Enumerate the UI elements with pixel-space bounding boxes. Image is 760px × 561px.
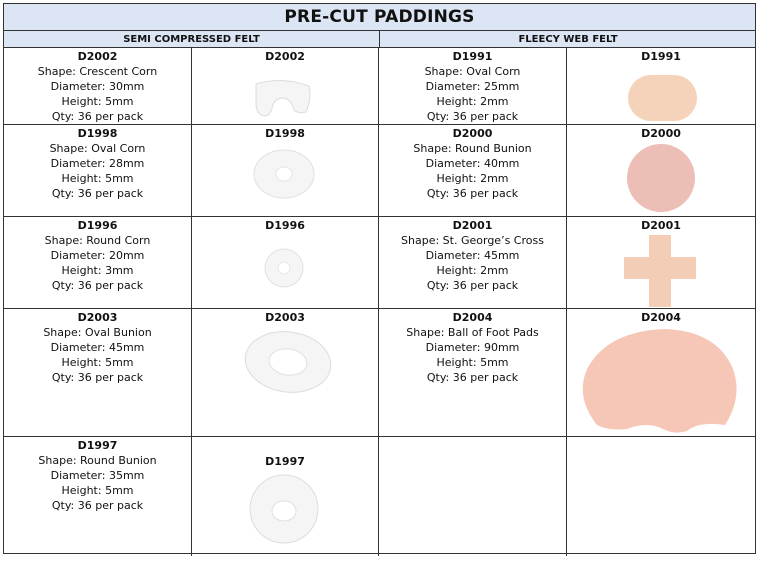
product-image-d2000: D2000 xyxy=(567,125,755,216)
table-row xyxy=(4,437,755,556)
product-image-d1998: D1998 xyxy=(192,125,379,216)
product-image-d1996: D1996 xyxy=(192,217,379,308)
fleecy-web-header: FLEECY WEB FELT xyxy=(518,33,618,45)
round-pad-icon xyxy=(567,141,755,216)
table-row xyxy=(4,125,755,217)
product-image-d1991: D1991 xyxy=(567,48,755,124)
product-info-d1998: D1998 Shape: Oval Corn Diameter: 28mm Height: 5mm Qty: 36 per pack xyxy=(4,125,192,216)
column-headers xyxy=(4,31,755,48)
table-row xyxy=(4,217,755,309)
empty-cell xyxy=(567,437,755,556)
round-bunion-pad-icon xyxy=(192,469,379,549)
product-info-d2002: D2002 Shape: Crescent Corn Diameter: 30mm Height: 5mm Qty: 36 per pack xyxy=(4,48,192,124)
ball-of-foot-pad-icon xyxy=(567,325,755,435)
product-image-d2004: D2004 xyxy=(567,309,755,436)
page-title: PRE-CUT PADDINGS xyxy=(4,4,755,31)
product-image-d1997: D1997 xyxy=(192,437,379,556)
product-info-d2004: D2004 Shape: Ball of Foot Pads Diameter: 90mm Height: 5mm Qty: 36 per pack xyxy=(379,309,567,436)
paddings-table xyxy=(3,3,756,554)
product-info-d1997: D1997 Shape: Round Bunion Diameter: 35mm Height: 5mm Qty: 36 per pack xyxy=(4,437,192,556)
product-info-d2000: D2000 Shape: Round Bunion Diameter: 40mm Height: 2mm Qty: 36 per pack xyxy=(379,125,567,216)
crescent-pad-icon xyxy=(192,64,379,124)
table-row xyxy=(4,309,755,437)
table-row xyxy=(4,48,755,125)
oval-corn-pad-icon xyxy=(192,141,379,216)
product-image-d2002: D2002 xyxy=(192,48,379,124)
product-info-d2001: D2001 Shape: St. George’s Cross Diameter: 45mm Height: 2mm Qty: 36 per pack xyxy=(379,217,567,308)
oval-bunion-pad-icon xyxy=(192,325,379,425)
product-info-d2003: D2003 Shape: Oval Bunion Diameter: 45mm Height: 5mm Qty: 36 per pack xyxy=(4,309,192,436)
empty-cell xyxy=(379,437,567,556)
product-image-d2003: D2003 xyxy=(192,309,379,436)
oval-pad-icon xyxy=(567,64,755,124)
product-info-d1991: D1991 Shape: Oval Corn Diameter: 25mm Height: 2mm Qty: 36 per pack xyxy=(379,48,567,124)
product-info-d1996: D1996 Shape: Round Corn Diameter: 20mm Height: 3mm Qty: 36 per pack xyxy=(4,217,192,308)
product-image-d2001: D2001 xyxy=(567,217,755,308)
round-corn-pad-icon xyxy=(192,233,379,308)
cross-pad-icon xyxy=(567,233,755,308)
semi-compressed-header: SEMI COMPRESSED FELT xyxy=(4,31,380,47)
